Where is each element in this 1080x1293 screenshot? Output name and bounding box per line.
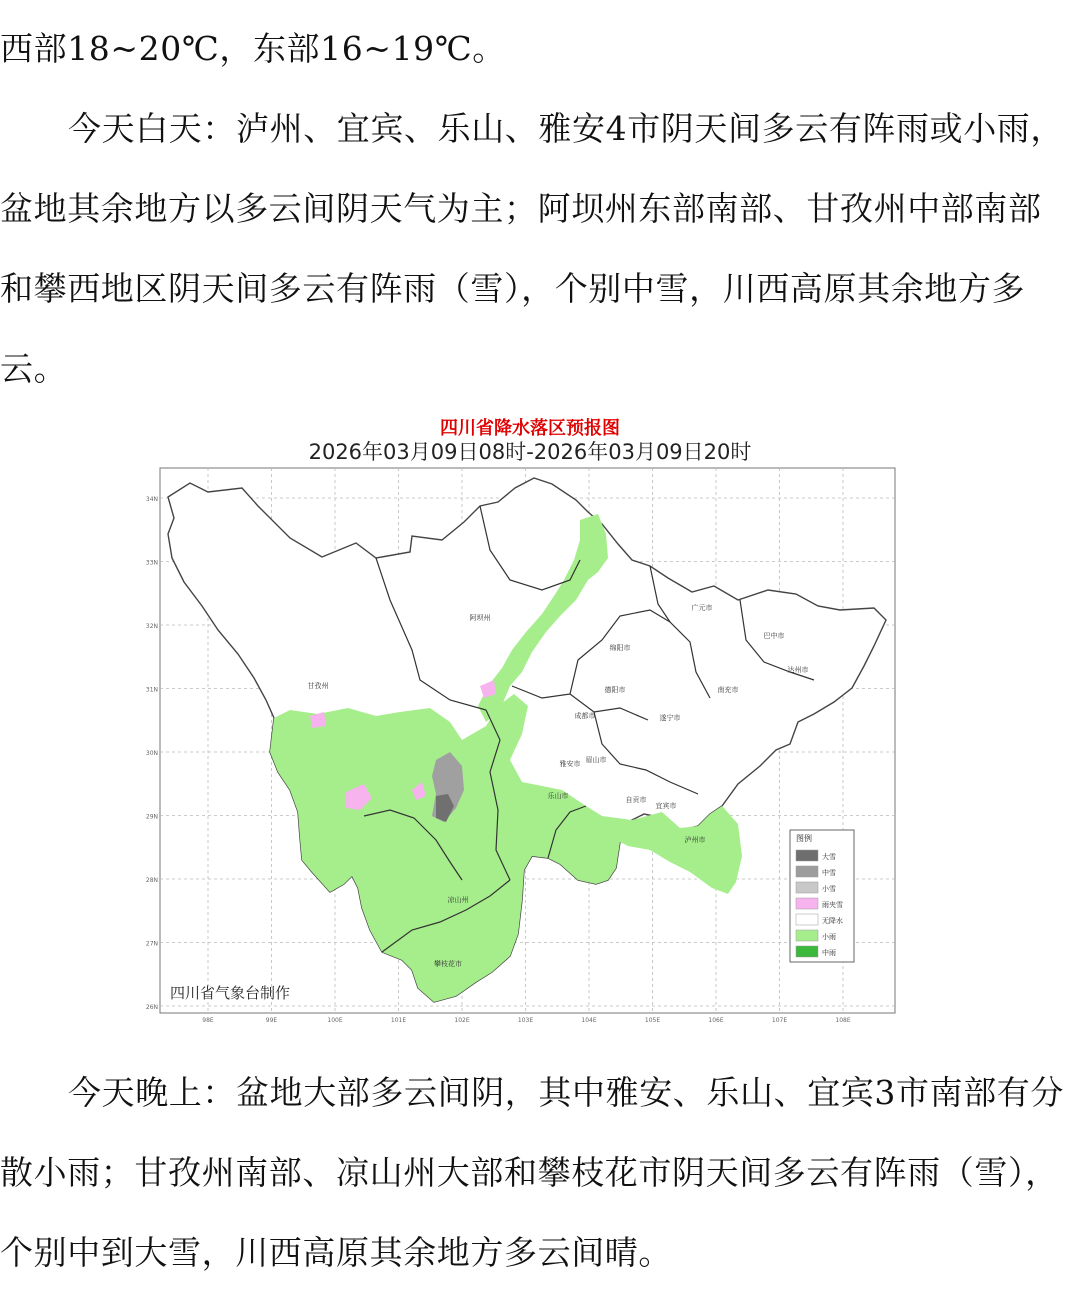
lon-tick-label: 105E: [644, 1017, 661, 1024]
legend-swatch: [796, 882, 818, 893]
legend-swatch: [796, 914, 818, 925]
legend-swatch: [796, 866, 818, 877]
place-label: 宜宾市: [655, 802, 677, 810]
lat-tick-label: 28N: [145, 877, 158, 884]
legend-label: 中雨: [822, 949, 836, 957]
map-legend: [790, 830, 854, 962]
longitude-labels: [202, 1017, 851, 1024]
place-label: 泸州市: [684, 836, 706, 844]
lon-tick-label: 98E: [202, 1017, 214, 1024]
map-subtitle: 2026年03月09日08时-2026年03月09日20时: [308, 440, 752, 464]
map-title: 四川省降水落区预报图: [440, 418, 620, 439]
precipitation-map-figure: [145, 410, 910, 1024]
lat-tick-label: 29N: [145, 813, 158, 821]
legend-swatch: [796, 898, 818, 909]
place-label: 南充市: [717, 686, 739, 694]
place-label: 广元市: [691, 604, 713, 612]
legend-label: 中雪: [822, 869, 836, 877]
place-label: 乐山市: [547, 792, 569, 800]
place-label: 绵阳市: [609, 644, 631, 652]
lat-tick-label: 34N: [145, 496, 158, 503]
place-label: 阿坝州: [469, 614, 491, 622]
place-label: 攀枝花市: [434, 960, 462, 968]
latitude-labels: [146, 496, 158, 1011]
legend-swatch: [796, 930, 818, 941]
lon-tick-label: 104E: [581, 1017, 597, 1024]
lat-tick-label: 33N: [145, 559, 158, 567]
lat-tick-label: 31N: [145, 686, 158, 694]
lat-tick-label: 27N: [145, 940, 158, 948]
legend-label: 无降水: [822, 917, 843, 925]
place-label: 自贡市: [625, 796, 647, 804]
place-label: 达州市: [787, 666, 809, 674]
place-label: 凉山州: [447, 896, 469, 904]
lon-tick-label: 102E: [454, 1017, 470, 1024]
lon-tick-label: 103E: [517, 1017, 534, 1024]
legend-swatch: [796, 946, 818, 957]
lon-tick-label: 99E: [265, 1017, 278, 1024]
map-credit: 四川省气象台制作: [170, 984, 291, 1002]
legend-swatch: [796, 850, 818, 861]
place-label: 德阳市: [604, 686, 626, 694]
place-label: 甘孜州: [307, 682, 329, 690]
place-label: 眉山市: [585, 756, 607, 764]
legend-label: 小雪: [822, 885, 836, 893]
place-label: 雅安市: [559, 760, 581, 768]
lat-tick-label: 30N: [145, 750, 158, 757]
lon-tick-label: 100E: [327, 1017, 343, 1024]
lat-tick-label: 32N: [145, 623, 158, 630]
lon-tick-label: 106E: [708, 1017, 724, 1024]
place-label: 巴中市: [763, 632, 785, 640]
lon-tick-label: 108E: [835, 1017, 851, 1024]
lat-tick-label: 26N: [145, 1004, 158, 1011]
place-label: 成都市: [574, 712, 596, 720]
lon-tick-label: 101E: [390, 1017, 407, 1024]
lon-tick-label: 107E: [771, 1017, 788, 1024]
legend-title: 图例: [796, 834, 812, 843]
daytime-forecast: 今天白天：泸州、宜宾、乐山、雅安4市阴天间多云有阵雨或小雨，盆地其余地方以多云间阴天气为主；阿坝州东部南部、甘孜州中部南部和攀西地区阴天间多云有阵雨（雪），个别中雪，川西高原其余地方多云。: [0, 109, 1064, 388]
evening-forecast: 今天晚上：盆地大部多云间阴，其中雅安、乐山、宜宾3市南部有分散小雨；甘孜州南部、凉山州大部和攀枝花市阴天间多云有阵雨（雪），个别中到大雪，川西高原其余地方多云间晴。: [0, 1073, 1064, 1272]
legend-label: 小雨: [822, 933, 836, 941]
place-label: 遂宁市: [659, 714, 681, 722]
map-canvas: [145, 410, 910, 1024]
legend-label: 雨夹雪: [822, 901, 843, 909]
temperature-line: 西部18~20℃，东部16~19℃。: [0, 29, 506, 68]
legend-label: 大雪: [822, 853, 836, 861]
